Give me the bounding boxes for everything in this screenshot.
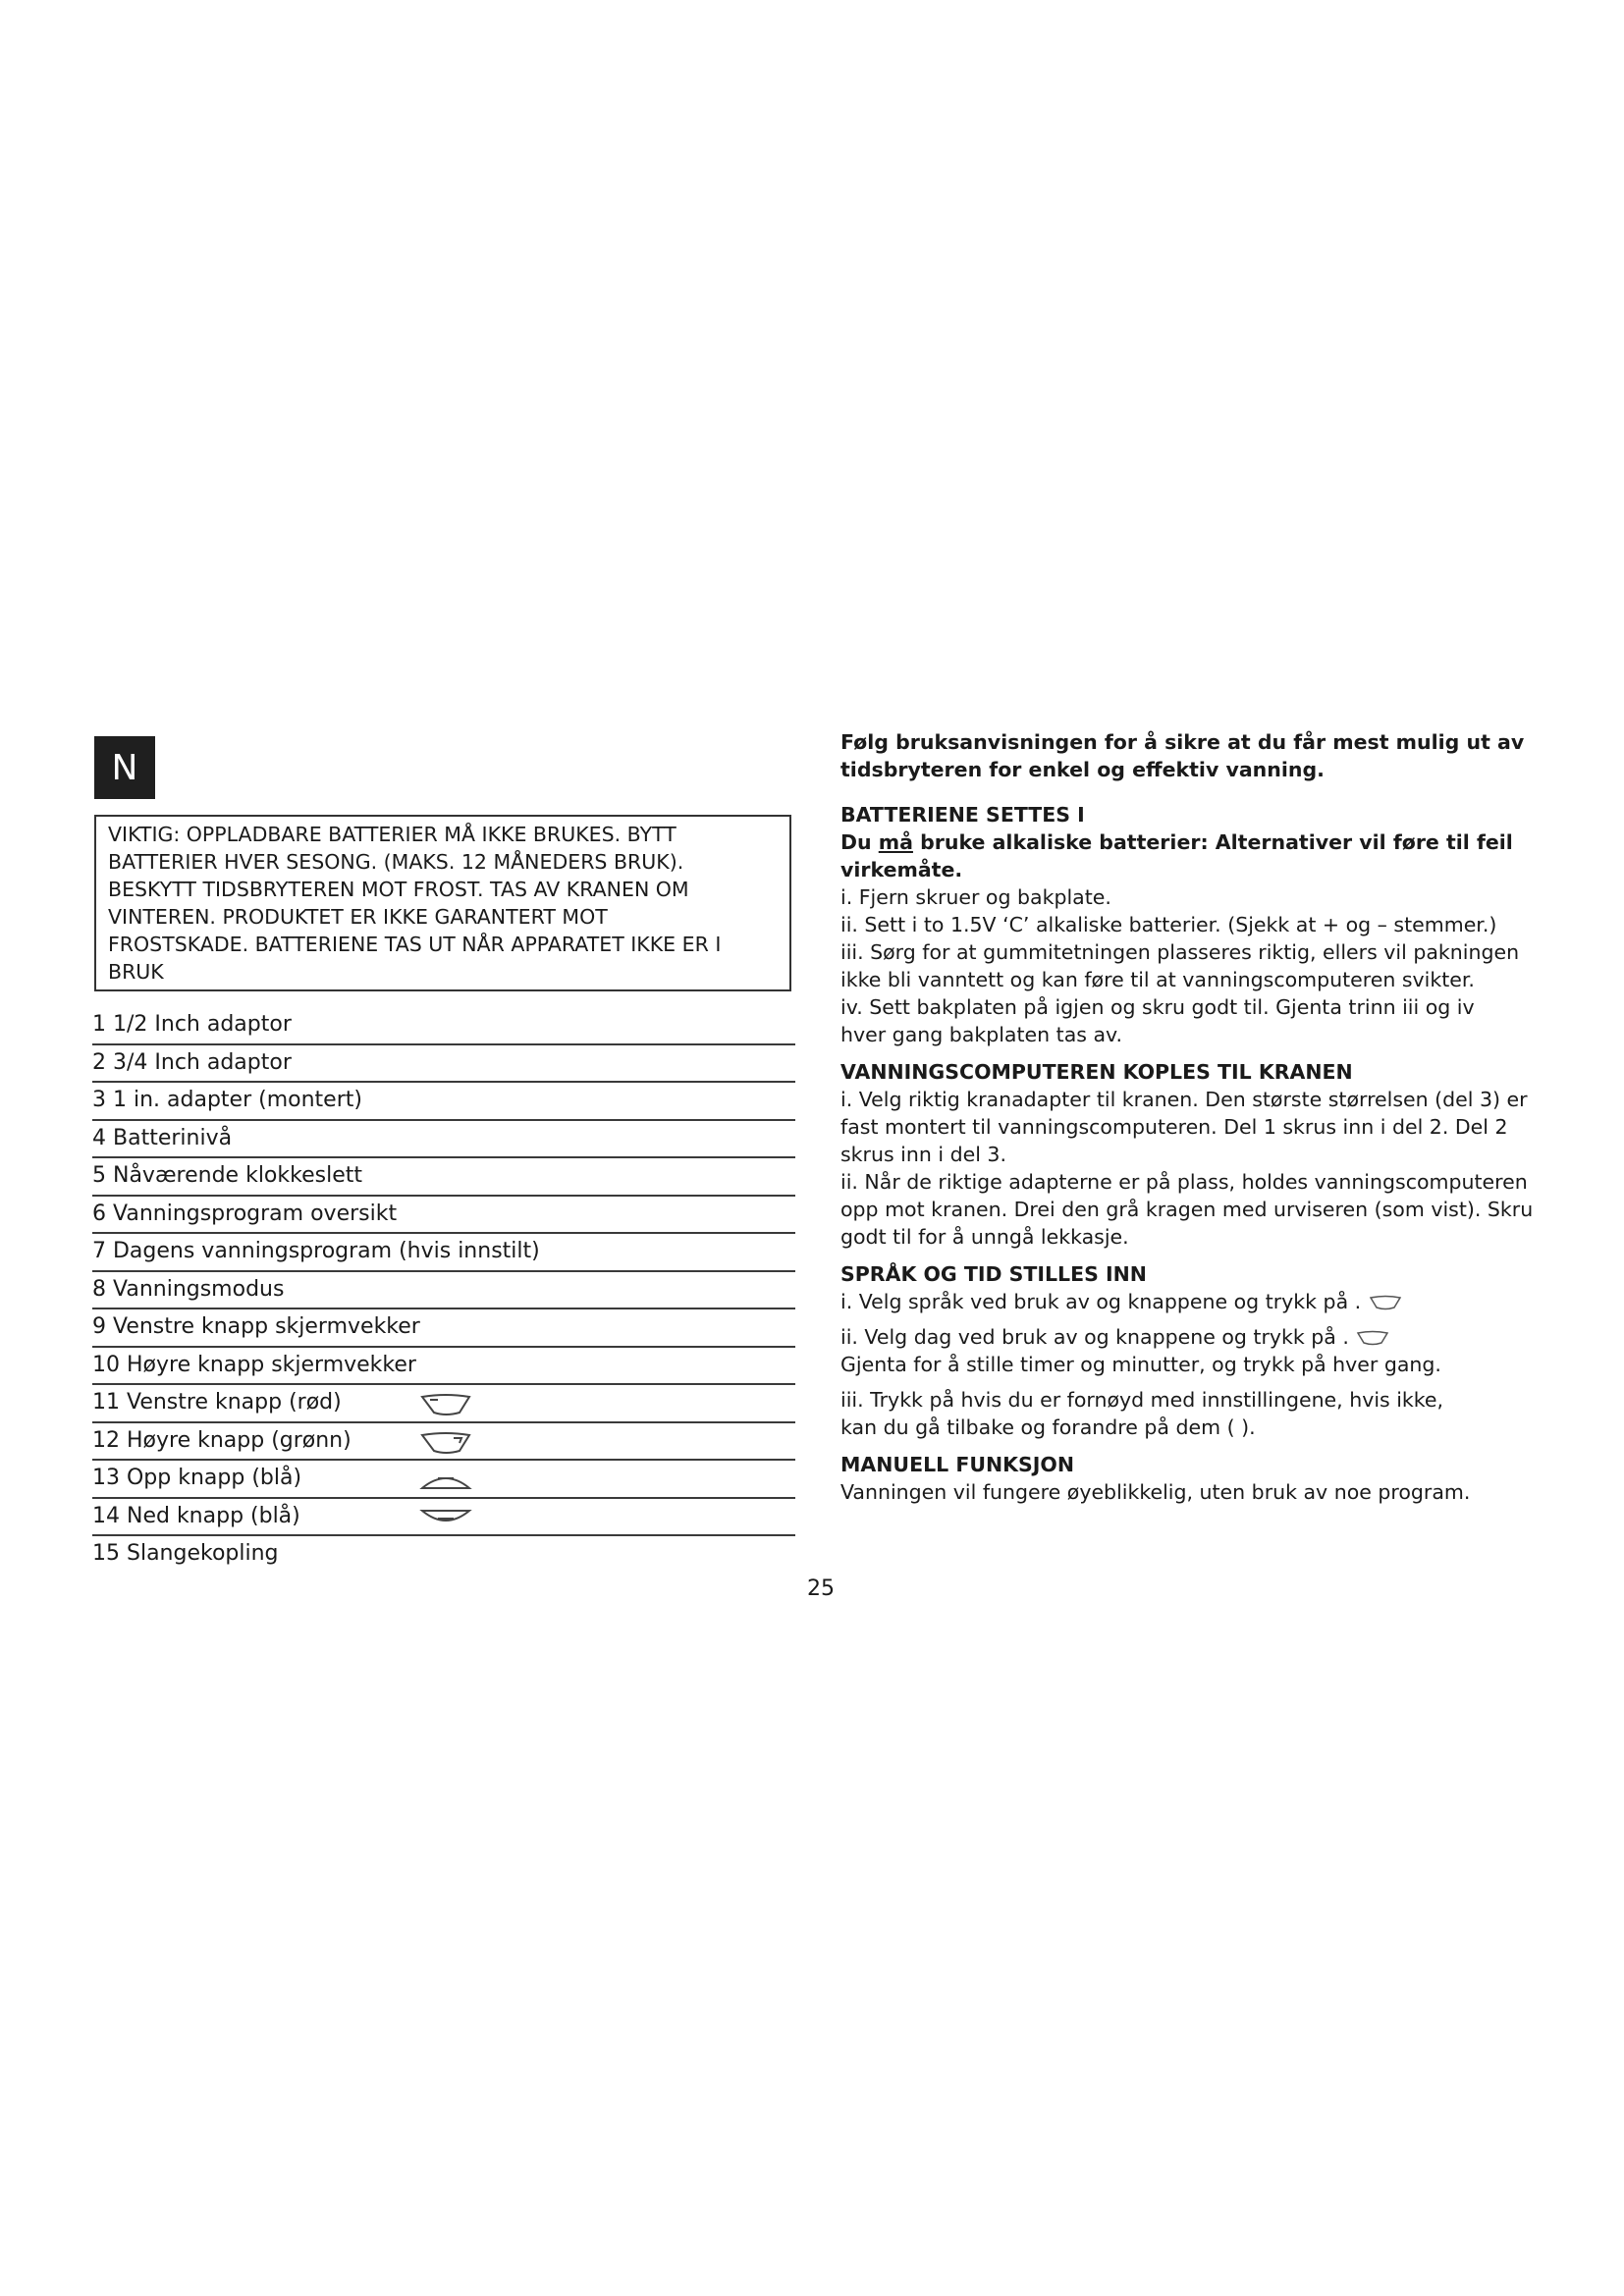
- parts-list-item: [92, 1158, 795, 1197]
- language-step-4: iii. Trykk på hvis du er fornøyd med innstillingene, hvis ikke,: [840, 1388, 1444, 1412]
- intro-line: Følg bruksanvisningen for å sikre at du får mest mulig ut av: [840, 730, 1525, 754]
- parts-list-item: [92, 1234, 795, 1272]
- parts-list-item: [92, 1385, 795, 1423]
- warning-box: [94, 815, 791, 991]
- parts-list-item: [92, 1423, 795, 1462]
- battery-step: iv. Sett bakplaten på igjen og skru godt til. Gjenta trinn iii og iv: [840, 995, 1475, 1019]
- battery-step: i. Fjern skruer og bakplate.: [840, 885, 1111, 909]
- section-heading-language: SPRÅK OG TID STILLES INN: [840, 1262, 1147, 1286]
- language-badge: N: [94, 736, 155, 799]
- part-label: 7 Dagens vanningsprogram (hvis innstilt): [92, 1239, 540, 1263]
- part-label: 14 Ned knapp (blå): [92, 1503, 300, 1528]
- part-label: 6 Vanningsprogram oversikt: [92, 1201, 398, 1226]
- section-heading-batteries: BATTERIENE SETTES I: [840, 803, 1085, 827]
- warning-line: BESKYTT TIDSBRYTEREN MOT FROST. TAS AV KRANEN OM: [108, 878, 689, 901]
- part-label: 11 Venstre knapp (rød): [92, 1390, 342, 1415]
- section-heading-connect: VANNINGSCOMPUTEREN KOPLES TIL KRANEN: [840, 1060, 1353, 1084]
- language-step-1: i. Velg språk ved bruk av og knappene og trykk på .: [840, 1290, 1362, 1313]
- battery-warning-prefix: Du: [840, 830, 879, 854]
- part-label: 1 1/2 Inch adaptor: [92, 1012, 292, 1037]
- parts-list-item: [92, 1272, 795, 1310]
- right-button-icon: [1355, 1329, 1390, 1347]
- up-button-icon: [416, 1467, 475, 1494]
- battery-step: iii. Sørg for at gummitetningen plasseres riktig, ellers vil pakningen: [840, 940, 1520, 964]
- part-label: 3 1 in. adapter (montert): [92, 1088, 362, 1112]
- warning-line: BRUK: [108, 960, 164, 984]
- part-label: 12 Høyre knapp (grønn): [92, 1427, 352, 1453]
- parts-list-item: [92, 1461, 795, 1499]
- left-button-icon: [416, 1391, 475, 1418]
- part-label: 2 3/4 Inch adaptor: [92, 1049, 292, 1075]
- part-label: 13 Opp knapp (blå): [92, 1466, 302, 1490]
- parts-list-item: [92, 1309, 795, 1348]
- language-line: [840, 1288, 1567, 1315]
- battery-warning-rest: bruke alkaliske batterier: Alternativer vil føre til feil: [912, 830, 1513, 854]
- warning-line: VINTEREN. PRODUKTET ER IKKE GARANTERT MOT: [108, 905, 608, 929]
- part-label: 9 Venstre knapp skjermvekker: [92, 1314, 420, 1339]
- parts-list-item: [92, 1045, 795, 1084]
- parts-list-item: [92, 1499, 795, 1537]
- battery-warning-emphasis: må: [878, 830, 913, 854]
- right-button-icon: [416, 1429, 475, 1457]
- part-label: 5 Nåværende klokkeslett: [92, 1163, 362, 1188]
- parts-list-item: [92, 1007, 795, 1045]
- battery-step: ii. Sett i to 1.5V ‘C’ alkaliske batterier. (Sjekk at + og – stemmer.): [840, 913, 1497, 936]
- instructions-column: [840, 728, 1567, 1506]
- connect-line: i. Velg riktig kranadapter til kranen. Den største størrelsen (del 3) er: [840, 1088, 1528, 1111]
- parts-list-item: [92, 1536, 795, 1575]
- parts-list-item: [92, 1197, 795, 1235]
- section-heading-manual: MANUELL FUNKSJON: [840, 1453, 1075, 1476]
- connect-line: skrus inn i del 3.: [840, 1143, 1006, 1166]
- battery-step: hver gang bakplaten tas av.: [840, 1023, 1123, 1046]
- manual-line: Vanningen vil fungere øyeblikkelig, uten bruk av noe program.: [840, 1480, 1471, 1504]
- connect-line: godt til for å unngå lekkasje.: [840, 1225, 1129, 1249]
- part-label: 4 Batterinivå: [92, 1125, 233, 1150]
- parts-list-item: [92, 1121, 795, 1159]
- intro-line: tidsbryteren for enkel og effektiv vanning.: [840, 758, 1325, 781]
- part-label: 10 Høyre knapp skjermvekker: [92, 1352, 416, 1377]
- language-step-2: ii. Velg dag ved bruk av og knappene og trykk på .: [840, 1325, 1349, 1349]
- connect-line: ii. Når de riktige adapterne er på plass, holdes vanningscomputeren: [840, 1170, 1528, 1194]
- warning-line: VIKTIG: OPPLADBARE BATTERIER MÅ IKKE BRUKES. BYTT: [108, 823, 677, 846]
- parts-list-item: [92, 1083, 795, 1121]
- battery-step: ikke bli vanntett og kan føre til at vanningscomputeren svikter.: [840, 968, 1475, 991]
- down-button-icon: [416, 1505, 475, 1532]
- language-step-5: kan du gå tilbake og forandre på dem ( ).: [840, 1415, 1256, 1439]
- connect-line: opp mot kranen. Drei den grå kragen med urviseren (som vist). Skru: [840, 1198, 1534, 1221]
- battery-warning-line2: virkemåte.: [840, 858, 963, 881]
- part-label: 8 Vanningsmodus: [92, 1276, 285, 1302]
- parts-list: [92, 1007, 795, 1575]
- warning-line: BATTERIER HVER SESONG. (MAKS. 12 MÅNEDERS BRUK).: [108, 850, 684, 874]
- right-button-icon: [1368, 1294, 1403, 1311]
- warning-line: FROSTSKADE. BATTERIENE TAS UT NÅR APPARATET IKKE ER I: [108, 933, 722, 956]
- connect-line: fast montert til vanningscomputeren. Del 1 skrus inn i del 2. Del 2: [840, 1115, 1508, 1139]
- language-step-3: Gjenta for å stille timer og minutter, og trykk på hver gang.: [840, 1353, 1441, 1376]
- parts-list-item: [92, 1348, 795, 1386]
- part-label: 15 Slangekopling: [92, 1541, 279, 1566]
- battery-warning: [840, 828, 1567, 856]
- page-number: 25: [807, 1576, 835, 1601]
- language-line: [840, 1323, 1567, 1351]
